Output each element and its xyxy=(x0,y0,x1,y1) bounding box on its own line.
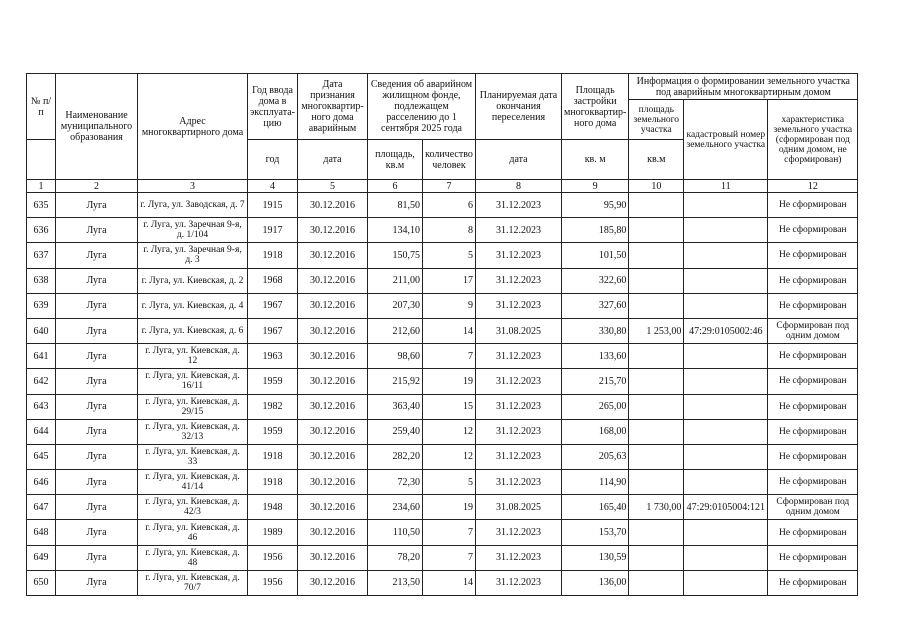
planned-date-cell: 31.12.2023 xyxy=(475,444,561,469)
land-status-cell: Не сформирован xyxy=(768,218,858,243)
people-count-cell: 12 xyxy=(422,444,475,469)
land-area-cell xyxy=(629,520,684,545)
header-unit-date: дата xyxy=(297,140,367,180)
header-col-emergency-date: Дата признания многоквартир-ного дома аварийным xyxy=(297,74,367,140)
land-status-cell: Не сформирован xyxy=(768,545,858,570)
header-unit-people: количество человек xyxy=(422,140,475,180)
building-area-cell: 327,60 xyxy=(561,293,628,318)
emergency-date-cell: 30.12.2016 xyxy=(297,293,367,318)
header-col-address: Адрес многоквартирного дома xyxy=(138,74,248,180)
address-cell: г. Луга, ул. Киевская, д. 12 xyxy=(138,344,248,369)
building-area-cell: 168,00 xyxy=(561,419,628,444)
year-cell: 1918 xyxy=(248,470,298,495)
header-col-land-area: площадь земельного участка xyxy=(629,100,684,140)
emergency-date-cell: 30.12.2016 xyxy=(297,218,367,243)
table-row xyxy=(27,193,858,218)
row-number: 643 xyxy=(27,394,56,419)
address-cell: г. Луга, ул. Киевская, д. 32/13 xyxy=(138,419,248,444)
row-number: 640 xyxy=(27,318,56,343)
table-row xyxy=(27,293,858,318)
living-area-cell: 259,40 xyxy=(367,419,422,444)
land-status-cell: Не сформирован xyxy=(768,470,858,495)
planned-date-cell: 31.12.2023 xyxy=(475,369,561,394)
living-area-cell: 110,50 xyxy=(367,520,422,545)
column-number: 12 xyxy=(768,180,858,193)
address-cell: г. Луга, ул. Заречная 9-я, д. 1/104 xyxy=(138,218,248,243)
cadastral-number-cell xyxy=(684,268,768,293)
land-area-cell xyxy=(629,369,684,394)
table-row xyxy=(27,545,858,570)
column-number: 8 xyxy=(475,180,561,193)
land-area-cell xyxy=(629,570,684,595)
municipality-cell: Луга xyxy=(56,570,138,595)
row-number: 645 xyxy=(27,444,56,469)
table-row xyxy=(27,470,858,495)
living-area-cell: 282,20 xyxy=(367,444,422,469)
address-cell: г. Луга, ул. Заречная 9-я, д. 3 xyxy=(138,243,248,268)
address-cell: г. Луга, ул. Киевская, д. 48 xyxy=(138,545,248,570)
building-area-cell: 265,00 xyxy=(561,394,628,419)
planned-date-cell: 31.12.2023 xyxy=(475,520,561,545)
planned-date-cell: 31.12.2023 xyxy=(475,570,561,595)
table-row xyxy=(27,268,858,293)
table-row xyxy=(27,495,858,520)
column-number: 2 xyxy=(56,180,138,193)
column-number: 9 xyxy=(561,180,628,193)
emergency-date-cell: 30.12.2016 xyxy=(297,495,367,520)
building-area-cell: 95,90 xyxy=(561,193,628,218)
land-area-cell: 1 253,00 xyxy=(629,318,684,343)
cadastral-number-cell xyxy=(684,419,768,444)
header-col-building-area: Площадь застройки многоквартир-ного дома xyxy=(561,74,628,140)
cadastral-number-cell xyxy=(684,470,768,495)
people-count-cell: 5 xyxy=(422,243,475,268)
emergency-date-cell: 30.12.2016 xyxy=(297,344,367,369)
cadastral-number-cell xyxy=(684,293,768,318)
municipality-cell: Луга xyxy=(56,444,138,469)
year-cell: 1956 xyxy=(248,570,298,595)
header-unit-year: год xyxy=(248,140,298,180)
land-area-cell xyxy=(629,394,684,419)
living-area-cell: 212,60 xyxy=(367,318,422,343)
table-body xyxy=(27,193,858,596)
municipality-cell: Луга xyxy=(56,243,138,268)
living-area-cell: 211,00 xyxy=(367,268,422,293)
municipality-cell: Луга xyxy=(56,218,138,243)
emergency-date-cell: 30.12.2016 xyxy=(297,419,367,444)
municipality-cell: Луга xyxy=(56,293,138,318)
cadastral-number-cell xyxy=(684,369,768,394)
land-area-cell xyxy=(629,545,684,570)
address-cell: г. Луга, ул. Киевская, д. 46 xyxy=(138,520,248,545)
column-number: 6 xyxy=(367,180,422,193)
land-status-cell: Сформирован под одним домом xyxy=(768,495,858,520)
municipality-cell: Луга xyxy=(56,419,138,444)
column-number: 5 xyxy=(297,180,367,193)
people-count-cell: 9 xyxy=(422,293,475,318)
cadastral-number-cell xyxy=(684,218,768,243)
living-area-cell: 215,92 xyxy=(367,369,422,394)
header-col-land-info: Информация о формировании земельного участка под аварийным многоквартирным домом xyxy=(629,74,858,100)
address-cell: г. Луга, ул. Заводская, д. 7 xyxy=(138,193,248,218)
emergency-date-cell: 30.12.2016 xyxy=(297,520,367,545)
planned-date-cell: 31.12.2023 xyxy=(475,419,561,444)
year-cell: 1918 xyxy=(248,243,298,268)
municipality-cell: Луга xyxy=(56,193,138,218)
building-area-cell: 153,70 xyxy=(561,520,628,545)
emergency-date-cell: 30.12.2016 xyxy=(297,545,367,570)
building-area-cell: 205,63 xyxy=(561,444,628,469)
year-cell: 1915 xyxy=(248,193,298,218)
land-status-cell: Не сформирован xyxy=(768,268,858,293)
planned-date-cell: 31.12.2023 xyxy=(475,293,561,318)
table-row xyxy=(27,520,858,545)
row-number: 638 xyxy=(27,268,56,293)
column-number: 1 xyxy=(27,180,56,193)
header-col-municipality: Наименование муниципального образования xyxy=(56,74,138,180)
header-col-cadastral: кадастровый номер земельного участка xyxy=(684,100,768,180)
emergency-date-cell: 30.12.2016 xyxy=(297,444,367,469)
column-number: 10 xyxy=(629,180,684,193)
living-area-cell: 134,10 xyxy=(367,218,422,243)
header-unit-land-sqm: кв.м xyxy=(629,140,684,180)
year-cell: 1948 xyxy=(248,495,298,520)
row-number: 641 xyxy=(27,344,56,369)
emergency-date-cell: 30.12.2016 xyxy=(297,268,367,293)
address-cell: г. Луга, ул. Киевская, д. 42/3 xyxy=(138,495,248,520)
land-status-cell: Не сформирован xyxy=(768,344,858,369)
emergency-date-cell: 30.12.2016 xyxy=(297,193,367,218)
living-area-cell: 207,30 xyxy=(367,293,422,318)
planned-date-cell: 31.12.2023 xyxy=(475,193,561,218)
year-cell: 1963 xyxy=(248,344,298,369)
building-area-cell: 322,60 xyxy=(561,268,628,293)
table-row xyxy=(27,419,858,444)
people-count-cell: 17 xyxy=(422,268,475,293)
column-number: 7 xyxy=(422,180,475,193)
cadastral-number-cell xyxy=(684,344,768,369)
people-count-cell: 8 xyxy=(422,218,475,243)
table-row xyxy=(27,318,858,343)
year-cell: 1967 xyxy=(248,318,298,343)
column-number: 4 xyxy=(248,180,298,193)
table-row xyxy=(27,344,858,369)
cadastral-number-cell xyxy=(684,520,768,545)
table-row xyxy=(27,394,858,419)
emergency-date-cell: 30.12.2016 xyxy=(297,369,367,394)
emergency-date-cell: 30.12.2016 xyxy=(297,394,367,419)
header-col-emergency-fund: Сведения об аварийном жилищном фонде, подлежащем расселению до 1 сентября 2025 года xyxy=(367,74,475,140)
year-cell: 1989 xyxy=(248,520,298,545)
planned-date-cell: 31.12.2023 xyxy=(475,218,561,243)
planned-date-cell: 31.12.2023 xyxy=(475,470,561,495)
row-number: 648 xyxy=(27,520,56,545)
planned-date-cell: 31.12.2023 xyxy=(475,545,561,570)
land-status-cell: Не сформирован xyxy=(768,243,858,268)
municipality-cell: Луга xyxy=(56,268,138,293)
living-area-cell: 150,75 xyxy=(367,243,422,268)
people-count-cell: 19 xyxy=(422,369,475,394)
land-status-cell: Не сформирован xyxy=(768,520,858,545)
building-area-cell: 101,50 xyxy=(561,243,628,268)
municipality-cell: Луга xyxy=(56,369,138,394)
column-number-row xyxy=(27,180,858,193)
table-row xyxy=(27,369,858,394)
emergency-date-cell: 30.12.2016 xyxy=(297,570,367,595)
land-status-cell: Не сформирован xyxy=(768,394,858,419)
cadastral-number-cell xyxy=(684,545,768,570)
cadastral-number-cell xyxy=(684,570,768,595)
row-number: 637 xyxy=(27,243,56,268)
table-row xyxy=(27,444,858,469)
land-status-cell: Не сформирован xyxy=(768,419,858,444)
people-count-cell: 7 xyxy=(422,344,475,369)
planned-date-cell: 31.12.2023 xyxy=(475,243,561,268)
address-cell: г. Луга, ул. Киевская, д. 16/11 xyxy=(138,369,248,394)
year-cell: 1918 xyxy=(248,444,298,469)
header-col-number: № п/п xyxy=(27,74,56,140)
land-status-cell: Не сформирован xyxy=(768,369,858,394)
building-area-cell: 130,59 xyxy=(561,545,628,570)
row-number: 636 xyxy=(27,218,56,243)
address-cell: г. Луга, ул. Киевская, д. 2 xyxy=(138,268,248,293)
header-col-planned-date: Планируемая дата окончания переселения xyxy=(475,74,561,140)
building-area-cell: 330,80 xyxy=(561,318,628,343)
land-area-cell xyxy=(629,344,684,369)
municipality-cell: Луга xyxy=(56,520,138,545)
row-number: 642 xyxy=(27,369,56,394)
living-area-cell: 234,60 xyxy=(367,495,422,520)
land-area-cell xyxy=(629,193,684,218)
header-col-year: Год ввода дома в эксплуата-цию xyxy=(248,74,298,140)
municipality-cell: Луга xyxy=(56,495,138,520)
people-count-cell: 14 xyxy=(422,318,475,343)
row-number: 644 xyxy=(27,419,56,444)
land-area-cell xyxy=(629,470,684,495)
emergency-date-cell: 30.12.2016 xyxy=(297,243,367,268)
municipality-cell: Луга xyxy=(56,344,138,369)
living-area-cell: 72,30 xyxy=(367,470,422,495)
building-area-cell: 133,60 xyxy=(561,344,628,369)
column-number: 3 xyxy=(138,180,248,193)
land-status-cell: Не сформирован xyxy=(768,293,858,318)
people-count-cell: 15 xyxy=(422,394,475,419)
building-area-cell: 215,70 xyxy=(561,369,628,394)
people-count-cell: 19 xyxy=(422,495,475,520)
year-cell: 1959 xyxy=(248,419,298,444)
row-number: 635 xyxy=(27,193,56,218)
year-cell: 1917 xyxy=(248,218,298,243)
municipality-cell: Луга xyxy=(56,394,138,419)
table-row xyxy=(27,243,858,268)
planned-date-cell: 31.12.2023 xyxy=(475,344,561,369)
year-cell: 1959 xyxy=(248,369,298,394)
land-area-cell xyxy=(629,293,684,318)
planned-date-cell: 31.08.2025 xyxy=(475,495,561,520)
row-number: 649 xyxy=(27,545,56,570)
people-count-cell: 14 xyxy=(422,570,475,595)
people-count-cell: 7 xyxy=(422,520,475,545)
address-cell: г. Луга, ул. Киевская, д. 6 xyxy=(138,318,248,343)
column-number: 11 xyxy=(684,180,768,193)
row-number: 650 xyxy=(27,570,56,595)
row-number: 646 xyxy=(27,470,56,495)
cadastral-number-cell xyxy=(684,394,768,419)
emergency-date-cell: 30.12.2016 xyxy=(297,318,367,343)
living-area-cell: 213,50 xyxy=(367,570,422,595)
municipality-cell: Луга xyxy=(56,470,138,495)
address-cell: г. Луга, ул. Киевская, д. 41/14 xyxy=(138,470,248,495)
land-area-cell xyxy=(629,444,684,469)
land-area-cell xyxy=(629,419,684,444)
land-status-cell: Сформирован под одним домом xyxy=(768,318,858,343)
year-cell: 1968 xyxy=(248,268,298,293)
land-status-cell: Не сформирован xyxy=(768,570,858,595)
building-area-cell: 185,80 xyxy=(561,218,628,243)
land-area-cell xyxy=(629,218,684,243)
cadastral-number-cell: 47:29:0105002:46 xyxy=(684,318,768,343)
emergency-housing-table xyxy=(26,73,858,596)
living-area-cell: 81,50 xyxy=(367,193,422,218)
header-unit-area: площадь, кв.м xyxy=(367,140,422,180)
emergency-date-cell: 30.12.2016 xyxy=(297,470,367,495)
planned-date-cell: 31.12.2023 xyxy=(475,268,561,293)
building-area-cell: 165,40 xyxy=(561,495,628,520)
land-area-cell xyxy=(629,268,684,293)
address-cell: г. Луга, ул. Киевская, д. 4 xyxy=(138,293,248,318)
living-area-cell: 78,20 xyxy=(367,545,422,570)
table-row xyxy=(27,218,858,243)
cadastral-number-cell xyxy=(684,444,768,469)
header-col-land-status: характеристика земельного участка (сформирован под одним домом, не сформирован) xyxy=(768,100,858,180)
address-cell: г. Луга, ул. Киевская, д. 29/15 xyxy=(138,394,248,419)
planned-date-cell: 31.08.2025 xyxy=(475,318,561,343)
people-count-cell: 6 xyxy=(422,193,475,218)
land-status-cell: Не сформирован xyxy=(768,193,858,218)
living-area-cell: 363,40 xyxy=(367,394,422,419)
document-page xyxy=(26,73,858,596)
year-cell: 1982 xyxy=(248,394,298,419)
cadastral-number-cell xyxy=(684,243,768,268)
people-count-cell: 12 xyxy=(422,419,475,444)
header-col-number-empty xyxy=(27,140,56,180)
living-area-cell: 98,60 xyxy=(367,344,422,369)
people-count-cell: 5 xyxy=(422,470,475,495)
year-cell: 1967 xyxy=(248,293,298,318)
land-area-cell: 1 730,00 xyxy=(629,495,684,520)
people-count-cell: 7 xyxy=(422,545,475,570)
row-number: 647 xyxy=(27,495,56,520)
header-unit-plan-date: дата xyxy=(475,140,561,180)
address-cell: г. Луга, ул. Киевская, д. 33 xyxy=(138,444,248,469)
municipality-cell: Луга xyxy=(56,545,138,570)
header-unit-sqm: кв. м xyxy=(561,140,628,180)
municipality-cell: Луга xyxy=(56,318,138,343)
cadastral-number-cell: 47:29:0105004:121 xyxy=(684,495,768,520)
building-area-cell: 136,00 xyxy=(561,570,628,595)
table-row xyxy=(27,570,858,595)
row-number: 639 xyxy=(27,293,56,318)
land-area-cell xyxy=(629,243,684,268)
land-status-cell: Не сформирован xyxy=(768,444,858,469)
year-cell: 1956 xyxy=(248,545,298,570)
cadastral-number-cell xyxy=(684,193,768,218)
address-cell: г. Луга, ул. Киевская, д. 70/7 xyxy=(138,570,248,595)
building-area-cell: 114,90 xyxy=(561,470,628,495)
planned-date-cell: 31.12.2023 xyxy=(475,394,561,419)
